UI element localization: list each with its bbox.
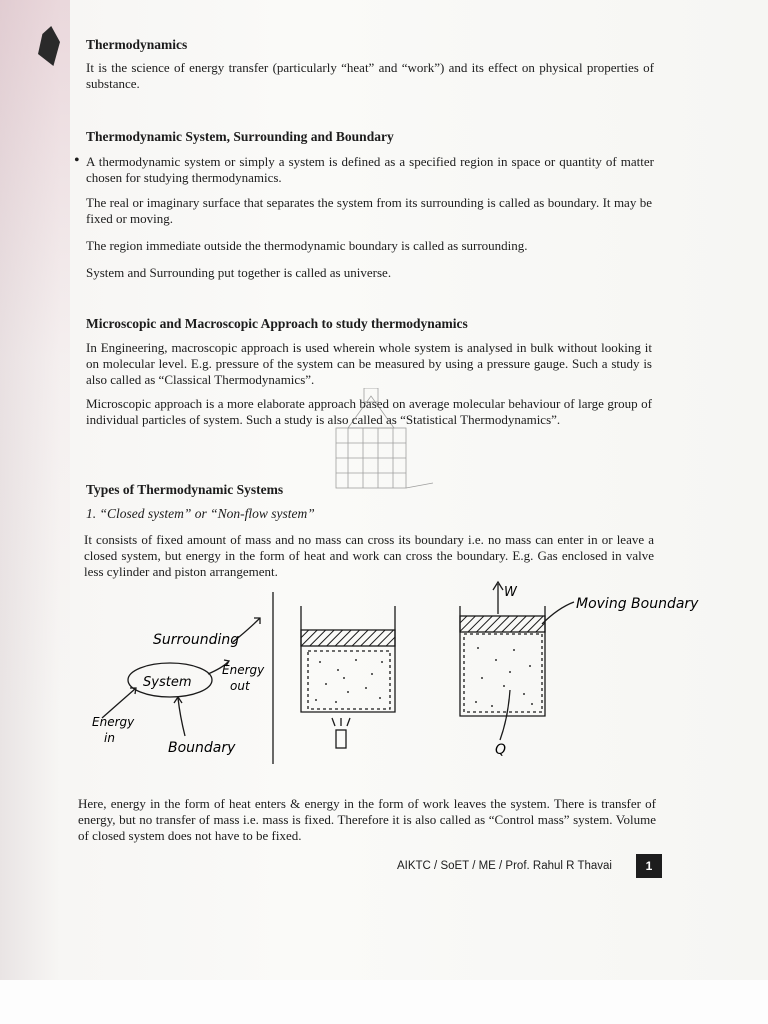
footer-credit: AIKTC / SoET / ME / Prof. Rahul R Thavai bbox=[397, 860, 612, 872]
energy-in-label-1: Energy bbox=[92, 715, 135, 729]
bullet-mark: • bbox=[74, 152, 80, 169]
system-heading: Thermodynamic System, Surrounding and Boundary bbox=[86, 129, 394, 144]
energy-in-label-2: in bbox=[104, 731, 115, 745]
energy-out-label-2: out bbox=[230, 679, 250, 693]
gas-particles bbox=[315, 647, 533, 707]
energy-out-label-1: Energy bbox=[222, 663, 265, 677]
moving-boundary-arrow bbox=[542, 602, 574, 624]
closed-system-summary: Here, energy in the form of heat enters & energy in the form of work leaves the system. There is transfer of energy, but no transfer of mass i.e. mass is fixed. Therefore it is also called as “Control mass” system. Volume of closed system does not have to be fixed. bbox=[78, 796, 656, 843]
fixed-gas-boundary bbox=[308, 651, 390, 709]
heat-arrow bbox=[500, 690, 510, 740]
system-paragraph-2: The real or imaginary surface that separates the system from its surrounding is called as boundary. It may be fixed or moving. bbox=[86, 195, 652, 226]
approach-paragraph-1: In Engineering, macroscopic approach is used wherein whole system is analysed in bulk without looking it on molecular level. E.g. pressure of the system can be measured by using a pressure gauge. Such a study is also called as “Classical Thermodynamics”. bbox=[86, 340, 652, 387]
closed-system-paragraph: It consists of fixed amount of mass and no mass can cross its boundary i.e. no mass can enter in or leave a closed system, but energy in the form of heat and work can cross the boundary. E.g. Gas enclosed in valve less cylinder and piston arrangement. bbox=[84, 532, 654, 579]
boundary-arrow bbox=[178, 698, 185, 736]
surrounding-label: Surrounding bbox=[153, 632, 240, 648]
approach-heading: Microscopic and Macroscopic Approach to study thermodynamics bbox=[86, 316, 468, 331]
moving-gas-boundary bbox=[464, 634, 542, 712]
system-paragraph-3: The region immediate outside the thermodynamic boundary is called as surrounding. bbox=[86, 238, 528, 253]
fixed-cylinder bbox=[301, 606, 395, 712]
heat-label: Q bbox=[495, 742, 507, 758]
approach-paragraph-2: Microscopic approach is a more elaborate approach based on average molecular behaviour of large group of individual particles of system. Such a study is also called as “Statistical Thermodynamics”. bbox=[86, 396, 652, 427]
closed-system-subheading: 1. “Closed system” or “Non-flow system” bbox=[86, 506, 315, 521]
heat-source bbox=[336, 730, 346, 748]
system-paragraph-1: A thermodynamic system or simply a system is defined as a specified region in space or quantity of matter chosen for studying thermodynamics. bbox=[86, 154, 654, 185]
page-number: 1 bbox=[636, 854, 662, 878]
watermark-stamp bbox=[318, 388, 438, 498]
moving-boundary-label: Moving Boundary bbox=[576, 596, 699, 612]
thermodynamics-heading: Thermodynamics bbox=[86, 37, 188, 52]
page-stain bbox=[0, 0, 70, 900]
boundary-label: Boundary bbox=[168, 740, 236, 756]
types-heading: Types of Thermodynamic Systems bbox=[86, 482, 284, 497]
thermodynamics-definition: It is the science of energy transfer (particularly “heat” and “work”) and its effect on physical properties of substance. bbox=[86, 60, 654, 91]
system-label: System bbox=[143, 675, 192, 690]
system-paragraph-4: System and Surrounding put together is called as universe. bbox=[86, 265, 392, 280]
page-bottom-margin bbox=[0, 980, 768, 1024]
closed-system-diagram bbox=[80, 578, 720, 770]
work-label: W bbox=[504, 585, 517, 600]
energy-in-arrow bbox=[102, 689, 135, 718]
